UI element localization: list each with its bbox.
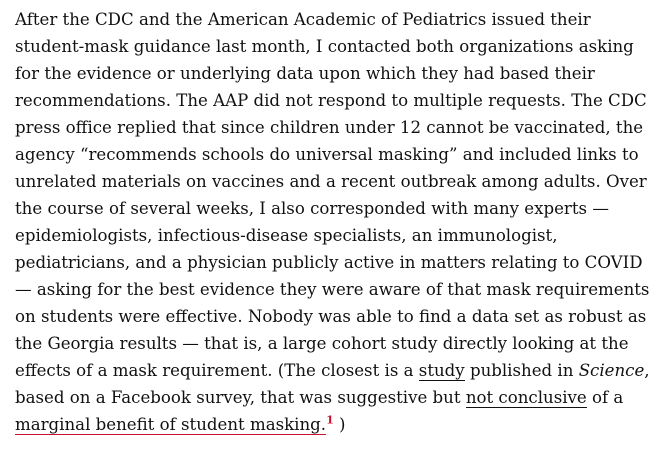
- study-link[interactable]: study: [418, 361, 465, 380]
- paragraph-line: After the CDC and the American Academic of Pediatrics issued their: [15, 10, 591, 29]
- line-text: ,: [644, 361, 650, 380]
- paragraph-line: student-mask guidance last month, I contacted both organizations asking: [15, 37, 634, 56]
- paragraph-line: pediatricians, and a physician publicly active in matters relating to COVID: [15, 253, 643, 272]
- paragraph-line: press office replied that since children under 12 cannot be vaccinated, the: [15, 118, 644, 137]
- paragraph-line: unrelated materials on vaccines and a recent outbreak among adults. Over: [15, 172, 647, 191]
- paragraph-line: epidemiologists, infectious-disease specialists, an immunologist,: [15, 226, 558, 245]
- line-text: of a: [586, 388, 624, 407]
- paragraph-line: [15, 411, 615, 438]
- not-conclusive-link[interactable]: not conclusive: [465, 388, 587, 407]
- paragraph-line: for the evidence or underlying data upon which they had based their: [15, 64, 595, 83]
- article-paragraph: [15, 6, 650, 438]
- paragraph-line: recommendations. The AAP did not respond to multiple requests. The CDC: [15, 91, 647, 110]
- paragraph-line: the Georgia results — that is, a large cohort study directly looking at the: [15, 334, 629, 353]
- paragraph-line: agency “recommends schools do universal masking” and included links to: [15, 145, 639, 164]
- journal-name: Science: [578, 361, 645, 380]
- line-text: based on a Facebook survey, that was suggestive but: [15, 388, 466, 407]
- footnote-marker[interactable]: 1: [326, 413, 334, 427]
- paragraph-line: the course of several weeks, I also corresponded with many experts —: [15, 199, 609, 218]
- line-text: ): [333, 415, 346, 434]
- line-text: effects of a mask requirement. (The closest is a: [15, 361, 419, 380]
- paragraph-line: [15, 384, 624, 411]
- paragraph-line: — asking for the best evidence they were aware of that mask requirements: [15, 280, 650, 299]
- paragraph-line: on students were effective. Nobody was able to find a data set as robust as: [15, 307, 647, 326]
- marginal-benefit-link[interactable]: marginal benefit of student masking.: [15, 415, 327, 434]
- line-text: published in: [464, 361, 579, 380]
- paragraph-line: [15, 357, 650, 384]
